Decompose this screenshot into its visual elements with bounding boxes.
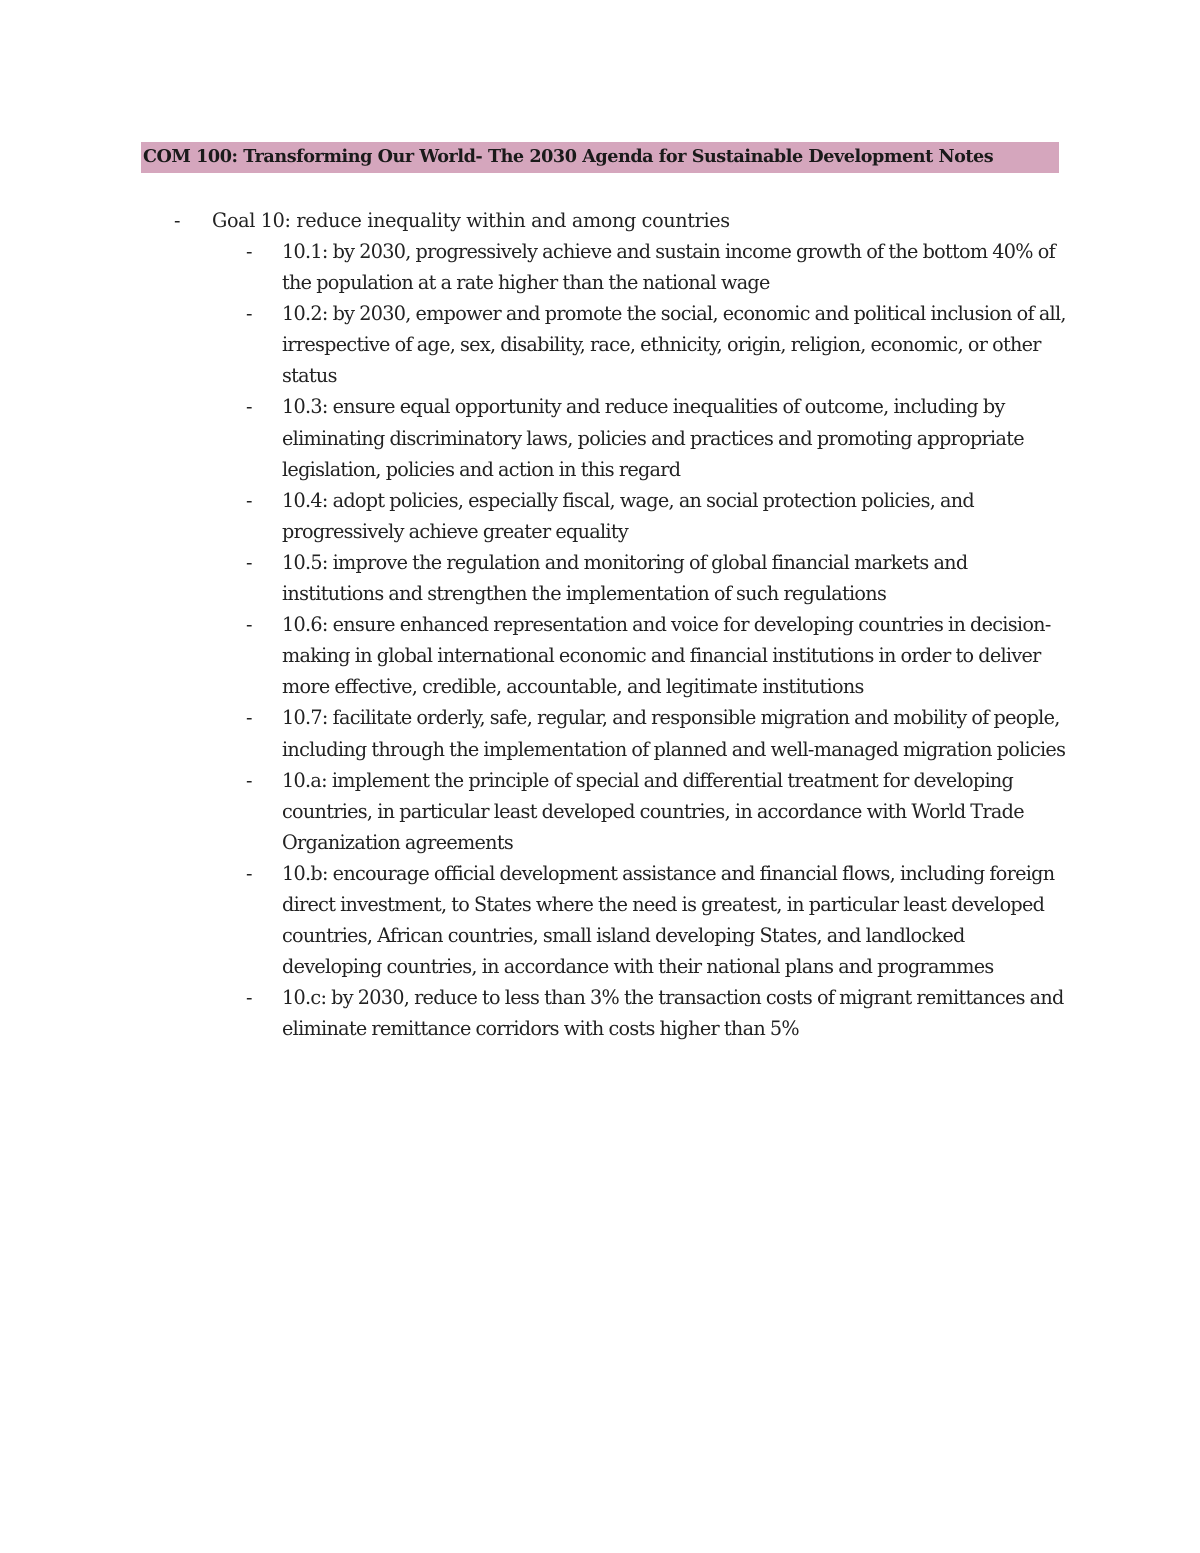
title-highlight [141, 142, 1059, 173]
list-bullet: - [246, 550, 252, 574]
target-text: 10.6: ensure enhanced representation and voice for developing countries in decision-making in global international economic and financial institutions in order to deliver more effective, credible, accountable, and legitimate institutions [282, 613, 1051, 699]
target-text: 10.4: adopt policies, especially fiscal, wage, an social protection policies, and progressively achieve greater equality [282, 488, 975, 543]
list-item [246, 858, 1066, 982]
list-item [246, 391, 1066, 484]
list-item [246, 982, 1066, 1044]
list-bullet: - [246, 861, 252, 885]
list-item [246, 609, 1066, 702]
list-bullet: - [246, 706, 252, 730]
target-text: 10.5: improve the regulation and monitoring of global financial markets and institutions and strengthen the implementation of such regulations [282, 550, 968, 606]
target-text: 10.3: ensure equal opportunity and reduce inequalities of outcome, including by eliminating discriminatory laws, policies and practices and promoting appropriate legislation, policies and action in this regard [282, 395, 1024, 481]
goal-text: Goal 10: reduce inequality within and among countries [212, 209, 730, 232]
list-item [246, 485, 1066, 547]
list-item [246, 765, 1066, 858]
target-text: 10.1: by 2030, progressively achieve and sustain income growth of the bottom 40% of the population at a rate higher than the national wage [282, 240, 1055, 295]
target-list [246, 236, 1066, 1044]
list-item [246, 298, 1066, 391]
list-item [246, 236, 1066, 298]
target-text: 10.c: by 2030, reduce to less than 3% the transaction costs of migrant remittances and eliminate remittance corridors with costs higher than 5% [282, 986, 1064, 1041]
list-bullet: - [246, 302, 252, 326]
list-bullet: - [246, 240, 252, 263]
list-bullet: - [246, 986, 252, 1010]
list-bullet: - [246, 768, 252, 792]
target-text: 10.7: facilitate orderly, safe, regular, and responsible migration and mobility of people, including through the implementation of planned and well-managed migration policies [282, 706, 1066, 761]
list-bullet: - [246, 395, 252, 419]
goal-bullet: - [174, 209, 181, 232]
list-item [246, 547, 1066, 609]
target-text: 10.b: encourage official development assistance and financial flows, including foreign direct investment, to States where the need is greatest, in particular least developed countries, African countries, small island developing States, and landlocked developing countries, in accordance with their national plans and programmes [282, 861, 1055, 979]
document-title: COM 100: Transforming Our World- The 2030 Agenda for Sustainable Development Notes [143, 146, 994, 167]
list-item [246, 702, 1066, 764]
target-text: 10.2: by 2030, empower and promote the social, economic and political inclusion of all, irrespective of age, sex, disability, race, ethnicity, origin, religion, economic, or other status [282, 302, 1066, 388]
target-text: 10.a: implement the principle of special and differential treatment for developing countries, in particular least developed countries, in accordance with World Trade Organization agreements [282, 768, 1024, 854]
list-bullet: - [246, 613, 252, 637]
list-bullet: - [246, 488, 252, 512]
